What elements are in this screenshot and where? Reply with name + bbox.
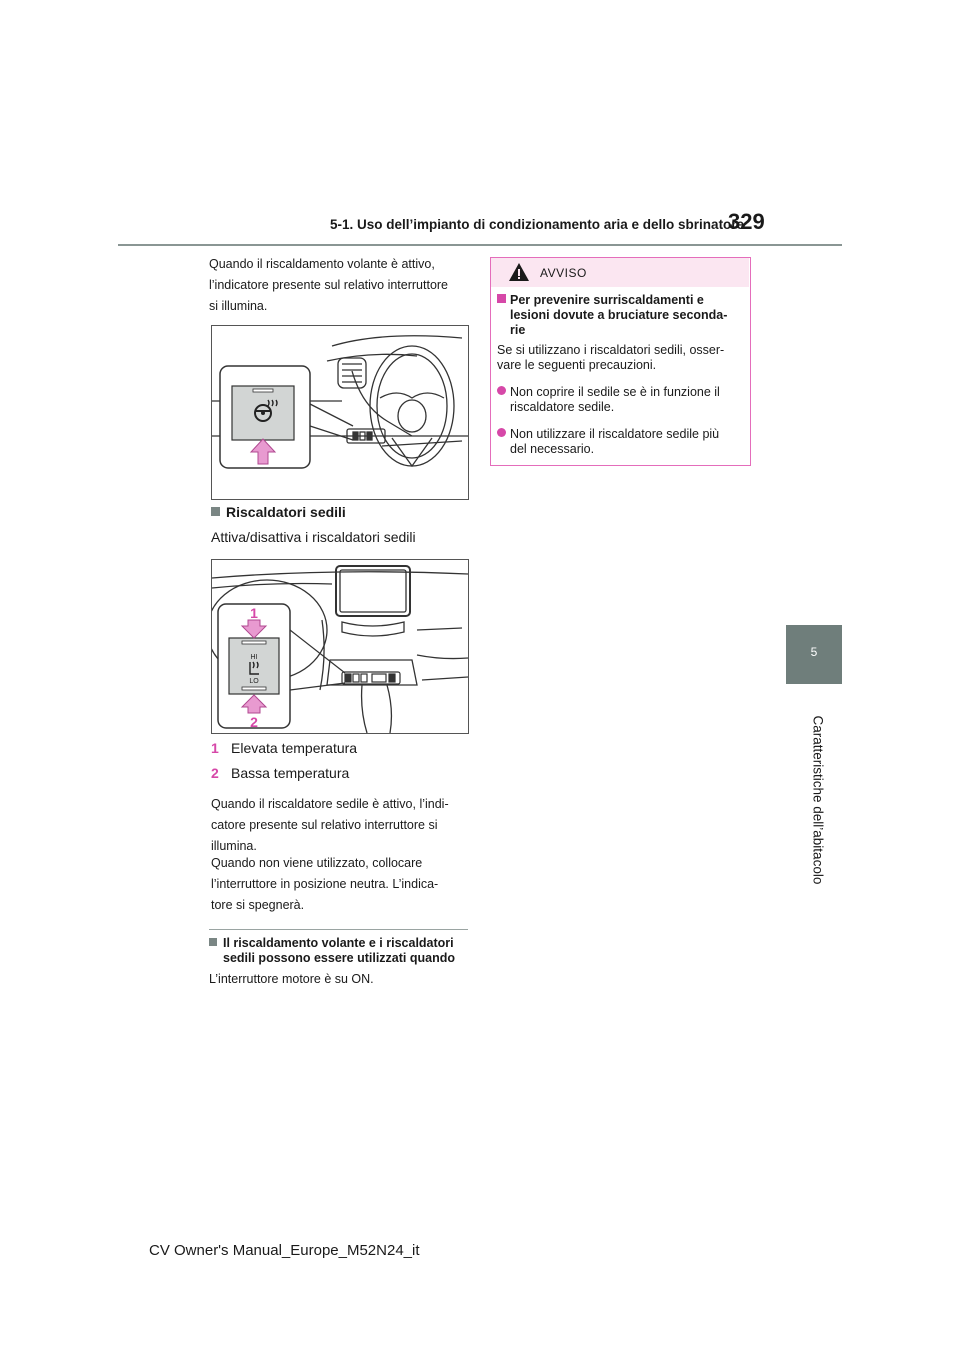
item-label: Elevata temperatura [231, 740, 358, 756]
paragraph-line: catore presente sul relativo interruttore si [211, 818, 438, 832]
paragraph-line: l’interruttore in posizione neutra. L’indica- [211, 877, 439, 891]
seat-heaters-subtitle: Attiva/disattiva i riscaldatori sedili [211, 529, 416, 545]
callout-2: 2 [250, 714, 258, 730]
paragraph-line: illumina. [211, 839, 257, 853]
note-divider [209, 929, 468, 930]
steering-heater-figure [211, 325, 469, 500]
heading-square-icon [211, 507, 220, 516]
seat-heater-figure [211, 559, 469, 734]
page-number: 329 [728, 209, 765, 234]
seat-heater-paragraph-1 [211, 794, 449, 857]
intro-paragraph [209, 254, 448, 317]
item-label: Bassa temperatura [231, 765, 350, 781]
callout-1: 1 [250, 605, 258, 621]
hi-label: HI [250, 654, 258, 661]
bullet-dot-icon [497, 428, 506, 437]
warning-triangle-icon [508, 262, 530, 282]
note-square-icon [209, 938, 217, 946]
footer-text: CV Owner's Manual_Europe_M52N24_it [149, 1242, 420, 1259]
intro-line: si illumina. [209, 299, 268, 313]
header-divider [118, 244, 842, 246]
warning-heading: Per prevenire surriscaldamenti e lesioni dovute a bruciature seconda- rie [497, 293, 742, 338]
intro-line: Quando il riscaldamento volante è attivo, [209, 257, 435, 271]
warning-bullet: Non utilizzare il riscaldatore sedile più del necessario. [497, 427, 719, 457]
item-low-temp [211, 762, 349, 784]
paragraph-line: tore si spegnerà. [211, 898, 305, 912]
item-number: 2 [211, 765, 219, 781]
paragraph-line: Quando il riscaldatore sedile è attivo, l’indi- [211, 797, 449, 811]
warning-bullet: Non coprire il sedile se è in funzione il riscaldatore sedile. [497, 385, 720, 415]
item-high-temp [211, 737, 357, 759]
seat-heater-illustration [212, 560, 468, 733]
section-title: 5-1. Uso dell’impianto di condizionamento aria e dello sbrinatore [330, 217, 745, 232]
seat-heaters-heading: Riscaldatori sedili [211, 504, 346, 520]
item-number: 1 [211, 740, 219, 756]
lo-label: LO [249, 678, 259, 685]
seat-heater-paragraph-2 [211, 853, 438, 916]
warning-label: AVVISO [540, 266, 587, 280]
note-text: L’interruttore motore è su ON. [209, 972, 374, 986]
note-heading: Il riscaldamento volante e i riscaldatori sedili possono essere utilizzati quando [209, 936, 471, 966]
bullet-dot-icon [497, 386, 506, 395]
warning-square-icon [497, 294, 506, 303]
intro-line: l’indicatore presente sul relativo interruttore [209, 278, 449, 292]
chapter-title: Caratteristiche dell’abitacolo [810, 715, 826, 885]
warning-intro: Se si utilizzano i riscaldatori sedili, osser- vare le seguenti precauzioni. [497, 343, 725, 372]
chapter-number: 5 [810, 645, 818, 659]
steering-heater-illustration [212, 326, 468, 499]
paragraph-line: Quando non viene utilizzato, collocare [211, 856, 423, 870]
